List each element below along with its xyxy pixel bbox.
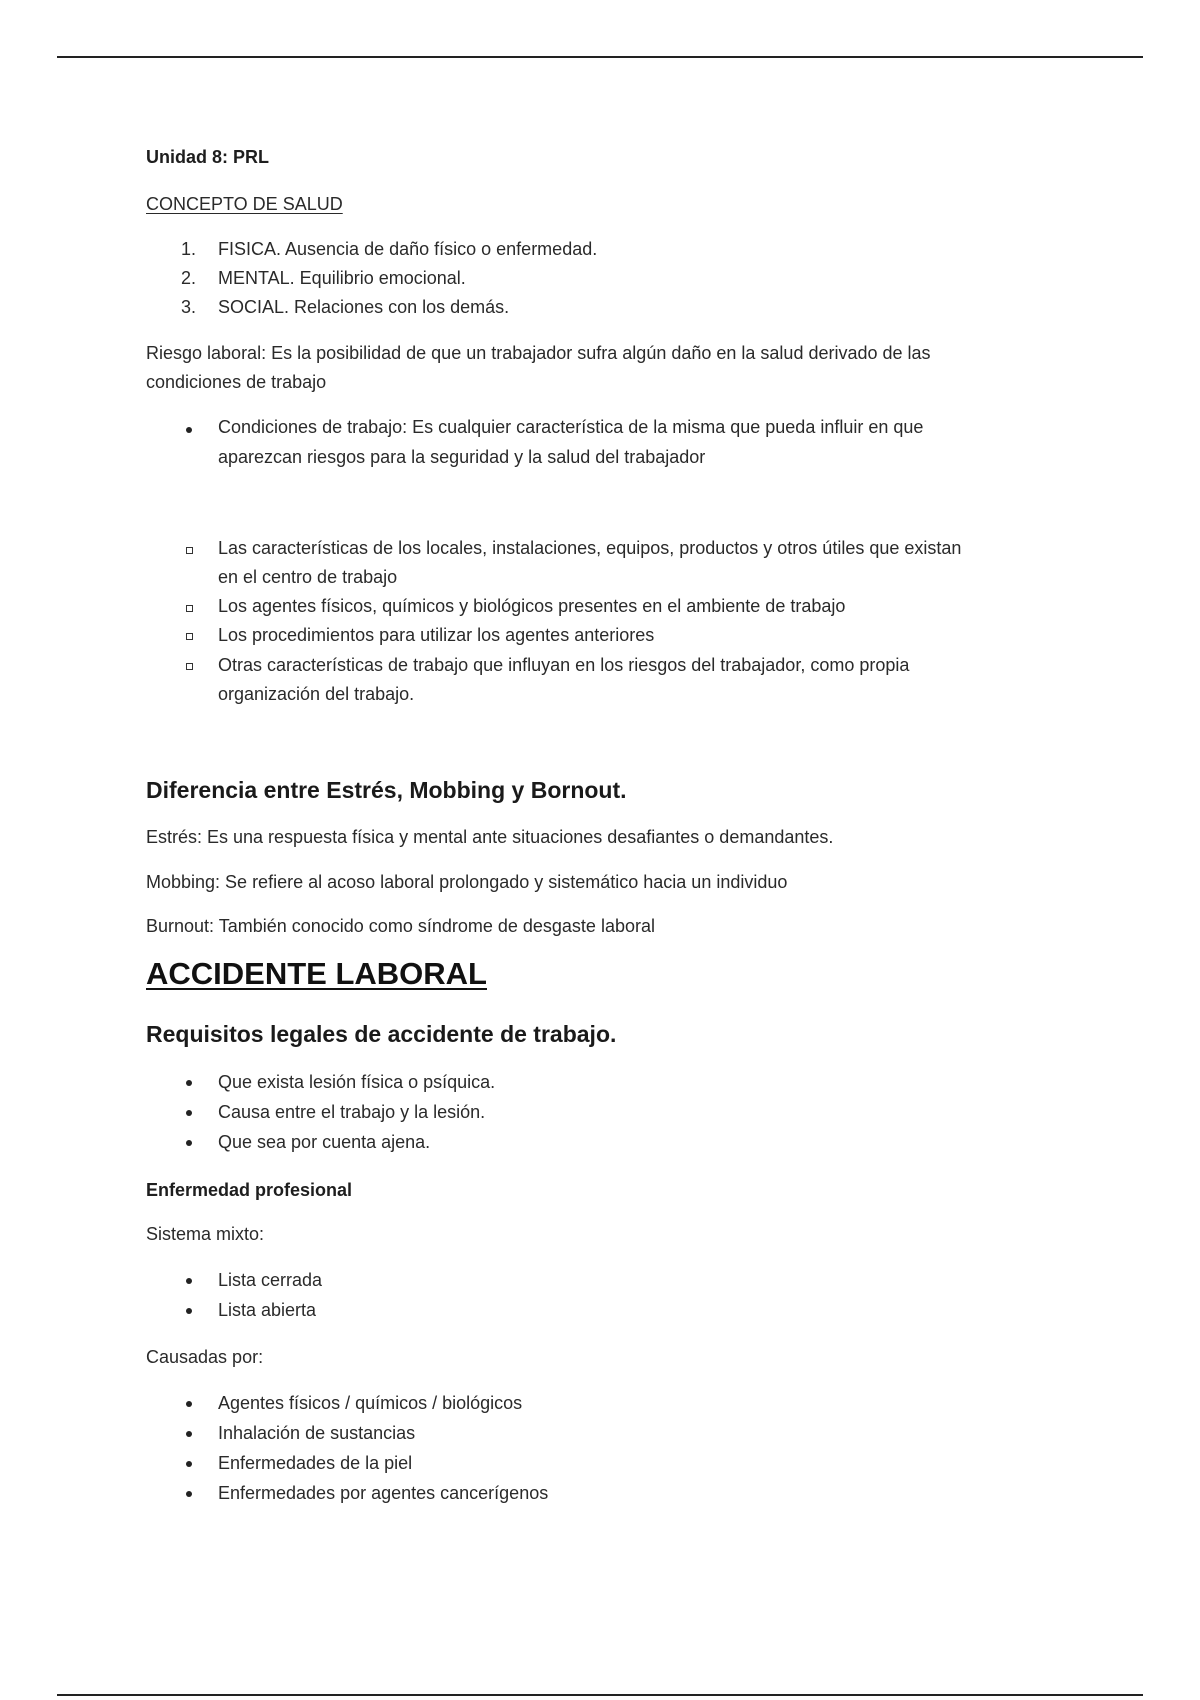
bullet-icon (186, 427, 192, 433)
list-item-text: FISICA. Ausencia de daño físico o enfermedad. (218, 239, 598, 259)
list-item-text: Enfermedades de la piel (218, 1453, 413, 1473)
list-number: 2. (181, 268, 197, 288)
list-item-text: Agentes físicos / químicos / biológicos (218, 1393, 523, 1413)
list-number: 3. (181, 297, 197, 317)
list-item-text: Las características de los locales, instalaciones, equipos, productos y otros útiles que existan (218, 538, 962, 558)
list-item-text: SOCIAL. Relaciones con los demás. (218, 297, 510, 317)
bullet-icon (186, 1140, 192, 1146)
list-item-text: Inhalación de sustancias (218, 1423, 416, 1443)
square-bullet-icon (186, 547, 193, 554)
top-rule (57, 56, 1143, 58)
bullet-icon (186, 1401, 192, 1407)
accidente-heading: ACCIDENTE LABORAL (146, 956, 487, 991)
condiciones-line-1: Condiciones de trabajo: Es cualquier característica de la misma que pueda influir en que (218, 417, 924, 437)
list-item-text: organización del trabajo. (218, 684, 415, 704)
bullet-icon (186, 1491, 192, 1497)
list-item-text: Lista abierta (218, 1300, 317, 1320)
burnout-text: Burnout: También conocido como síndrome de desgaste laboral (146, 916, 655, 936)
bullet-icon (186, 1431, 192, 1437)
list-item-text: Enfermedades por agentes cancerígenos (218, 1483, 549, 1503)
list-number: 1. (181, 239, 197, 259)
bullet-icon (186, 1308, 192, 1314)
bullet-icon (186, 1080, 192, 1086)
concept-heading: CONCEPTO DE SALUD (146, 194, 343, 214)
list-item-text: Que exista lesión física o psíquica. (218, 1072, 496, 1092)
list-item-text: Causa entre el trabajo y la lesión. (218, 1102, 486, 1122)
unit-title: Unidad 8: PRL (146, 147, 270, 167)
list-item-text: Otras características de trabajo que influyan en los riesgos del trabajador, como propia (218, 655, 910, 675)
square-bullet-icon (186, 633, 193, 640)
requisitos-heading: Requisitos legales de accidente de trabajo. (146, 1021, 617, 1047)
square-bullet-icon (186, 663, 193, 670)
list-item-text: Que sea por cuenta ajena. (218, 1132, 431, 1152)
list-item-text: Los procedimientos para utilizar los agentes anteriores (218, 625, 655, 645)
estres-text: Estrés: Es una respuesta física y mental ante situaciones desafiantes o demandantes. (146, 827, 834, 847)
enfermedad-heading: Enfermedad profesional (146, 1180, 353, 1200)
list-item-text: MENTAL. Equilibrio emocional. (218, 268, 466, 288)
causadas-label: Causadas por: (146, 1347, 264, 1367)
diferencia-heading: Diferencia entre Estrés, Mobbing y Bornout. (146, 777, 627, 803)
list-item-text: en el centro de trabajo (218, 567, 398, 587)
list-item-text: Lista cerrada (218, 1270, 323, 1290)
square-bullet-icon (186, 605, 193, 612)
sistema-label: Sistema mixto: (146, 1224, 265, 1244)
list-item-text: Los agentes físicos, químicos y biológicos presentes en el ambiente de trabajo (218, 596, 846, 616)
bullet-icon (186, 1461, 192, 1467)
bullet-icon (186, 1110, 192, 1116)
mobbing-text: Mobbing: Se refiere al acoso laboral prolongado y sistemático hacia un individuo (146, 872, 788, 892)
condiciones-line-2: aparezcan riesgos para la seguridad y la salud del trabajador (218, 447, 706, 467)
bottom-rule (57, 1694, 1143, 1696)
bullet-icon (186, 1278, 192, 1284)
riesgo-line-1: Riesgo laboral: Es la posibilidad de que un trabajador sufra algún daño en la salud derivado de las (146, 343, 931, 363)
riesgo-line-2: condiciones de trabajo (146, 372, 327, 392)
